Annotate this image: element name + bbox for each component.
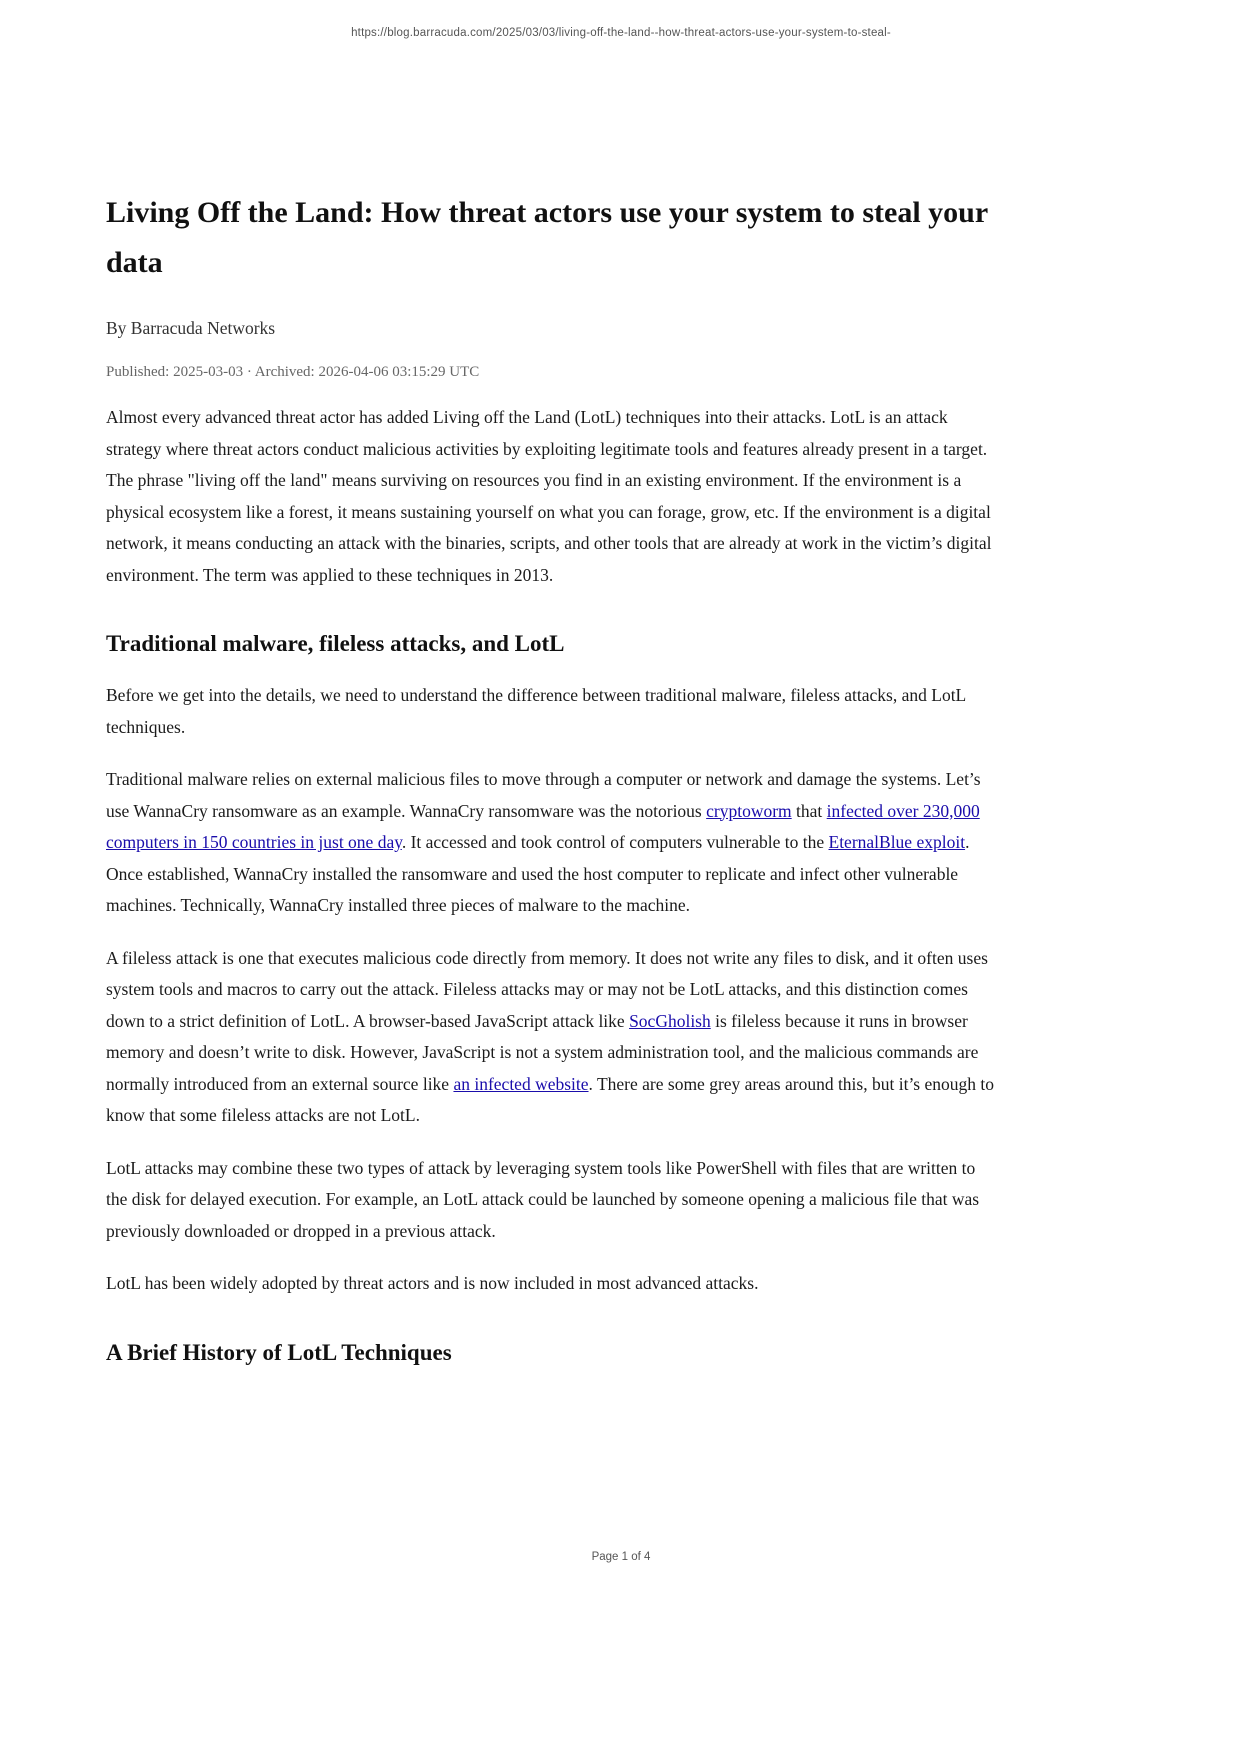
paragraph-text: A fileless attack is one that executes malicious code directly from memory. It does not write any files to disk, and it often uses system tools and macros to carry out the attack. Fileless attacks may or may not be LotL attacks, and this distinction comes down to a strict definition of LotL. A browser-based JavaScript attack like (106, 947, 988, 1031)
paragraph-text: . It accessed and took control of computers vulnerable to the (401, 832, 829, 852)
paragraph-fileless-attack (106, 943, 999, 1132)
paragraph-text: that (791, 800, 827, 821)
link-eternalblue-exploit[interactable]: EternalBlue exploit (828, 832, 966, 852)
link-cryptoworm[interactable]: cryptoworm (706, 800, 792, 821)
paragraph-lotl-combine: LotL attacks may combine these two types of attack by leveraging system tools like PowerShell with files that are written to the disk for delayed execution. For example, an LotL attack could be launched by someone opening a malicious file that was previously downloaded or dropped in a previous attack. (106, 1157, 980, 1241)
paragraph-lotl-adopted: LotL has been widely adopted by threat actors and is now included in most advanced attacks. (106, 1273, 759, 1293)
article-title: Living Off the Land: How threat actors use your system to steal your data (106, 196, 988, 279)
paragraph-text: is fileless because it runs in browser memory and doesn’t write to disk. However, JavaScript is not a system administration tool, and the malicious commands are normally introduced from an external source like (106, 1010, 979, 1094)
link-infected-website[interactable]: an infected website (453, 1073, 589, 1094)
link-infected-computers[interactable]: infected over 230,000 computers in 150 countries in just one day (106, 800, 980, 852)
print-header-url: https://blog.barracuda.com/2025/03/03/living-off-the-land--how-threat-actors-use-your-system-to-steal- (351, 27, 891, 39)
paragraph-intro: Almost every advanced threat actor has added Living off the Land (LotL) techniques into their attacks. LotL is an attack strategy where threat actors conduct malicious activities by exploiting legitimate tools and features already present in a target. The phrase "living off the land" means surviving on resources you find in an existing environment. If the environment is a physical ecosystem like a forest, it means sustaining yourself on what you can forage, grow, etc. If the environment is a digital network, it means conducting an attack with the binaries, scripts, and other tools that are already at work in the victim’s digital environment. The term was applied to these techniques in 2013. (106, 407, 992, 585)
section-heading-history: A Brief History of LotL Techniques (106, 1339, 452, 1365)
section-heading-traditional-malware: Traditional malware, fileless attacks, and LotL (106, 631, 565, 656)
publish-archive-meta: Published: 2025-03-03 · Archived: 2026-04-06 03:15:29 UTC (106, 364, 480, 380)
paragraph-text: . Once established, WannaCry installed the ransomware and used the host computer to replicate and infect other vulnerable machines. Technically, WannaCry installed three pieces of malware to the machine. (106, 832, 970, 915)
paragraph-text: . There are some grey areas around this, but it’s enough to know that some fileless attacks are not LotL. (106, 1073, 994, 1125)
paragraph-text: Traditional malware relies on external malicious files to move through a computer or network and damage the systems. Let’s use WannaCry ransomware as an example. WannaCry ransomware was the notorious (106, 769, 981, 821)
paragraph-traditional-malware (106, 764, 999, 922)
paragraph-difference: Before we get into the details, we need to understand the difference between traditional malware, fileless attacks, and LotL techniques. (106, 685, 966, 737)
link-socgholish[interactable]: SocGholish (629, 1010, 711, 1031)
page-number: Page 1 of 4 (591, 1551, 651, 1563)
byline: By Barracuda Networks (106, 318, 276, 338)
article-content (106, 0, 999, 1368)
